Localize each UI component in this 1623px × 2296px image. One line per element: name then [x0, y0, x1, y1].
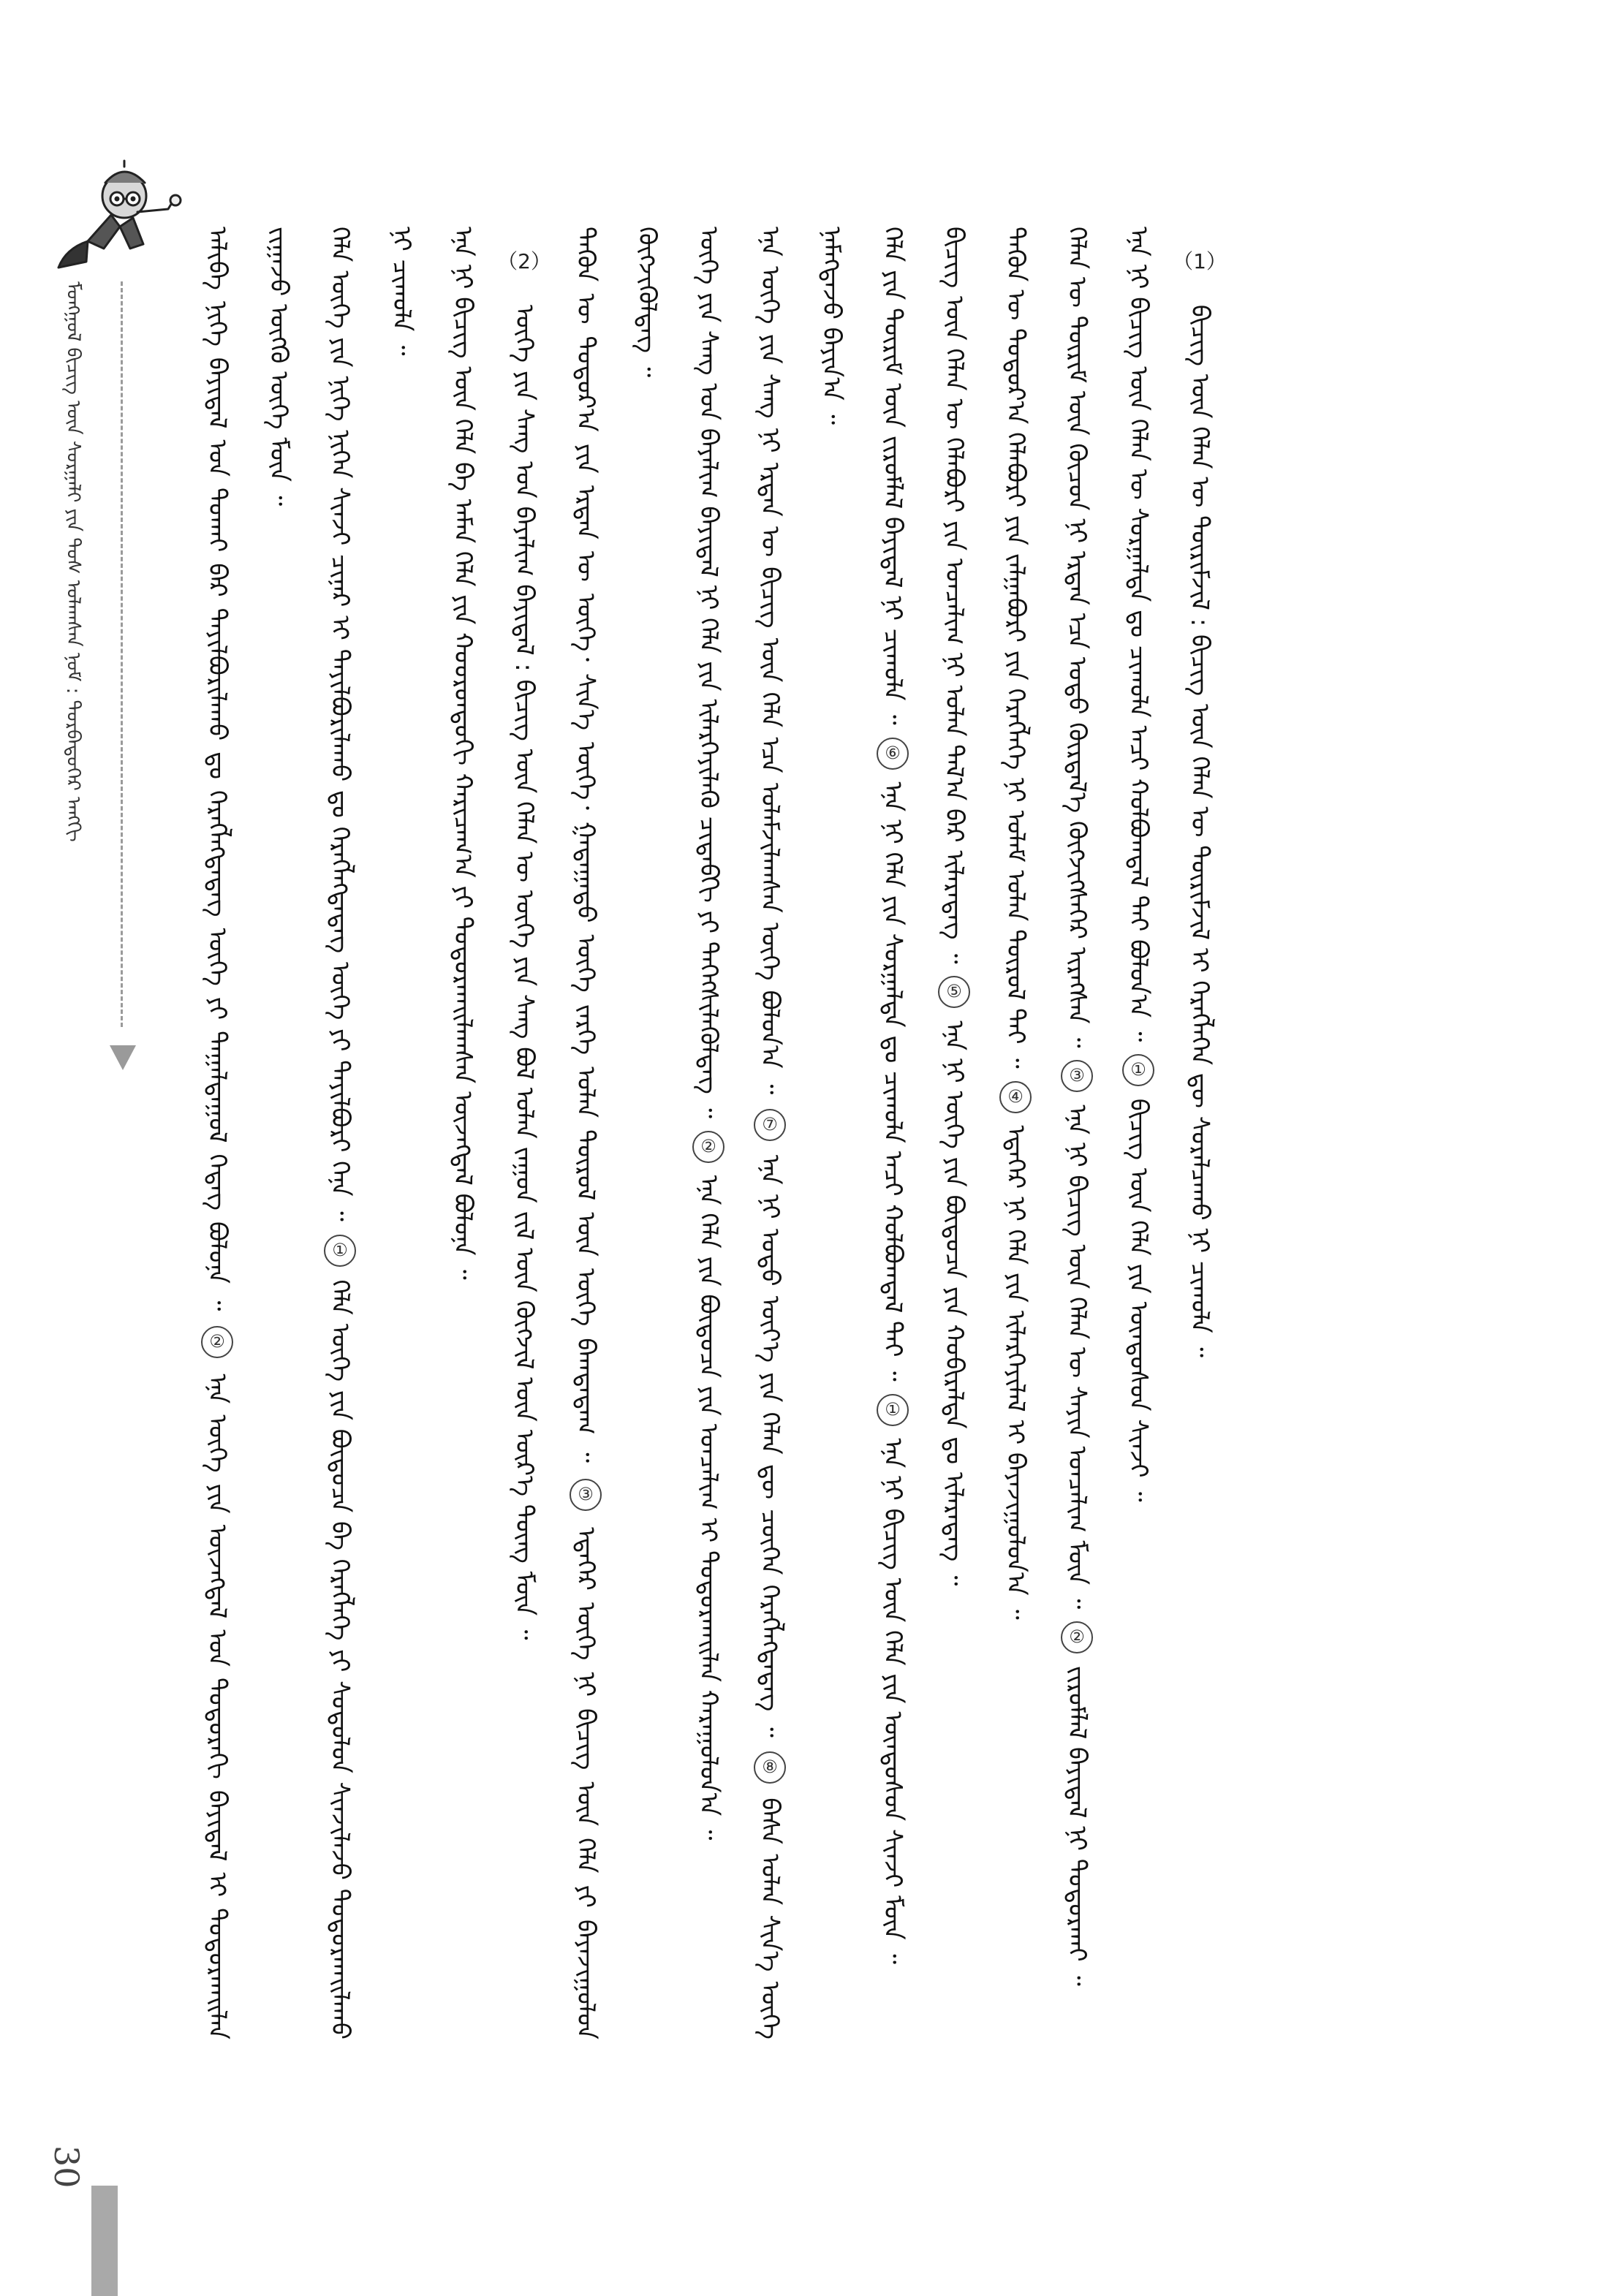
- paragraph-text: ᠡᠨᠡ ᠨᠢ ᠬᠡᠯᠡ ᠶᠢᠨ ᠰᠤᠷᠭᠠᠯᠲᠠ ᠳᠤ ᠴᠢᠬᠤᠯᠠ ᠠᠴᠢ ᠬᠣᠯᠪᠣᠭᠳᠠᠯ ᠲᠠᠶ ᠃: [878, 781, 907, 1382]
- paragraph-8: [862, 227, 923, 2039]
- footnote-marker: ①: [324, 1235, 356, 1267]
- footnote-marker: ⑤: [938, 976, 970, 1008]
- paragraph-text: ᠪᠠᠰᠠ ᠣᠯᠠᠨ ᠰᠢᠨ᠎ᠡ ᠦᠭᠡ ᠨᠡᠮᠡᠭᠳᠡᠵᠦ ᠪᠠᠶᠢᠨ᠎ᠠ ᠃: [755, 227, 846, 2039]
- paragraph-4: [493, 227, 555, 2039]
- paragraph-2: [309, 227, 432, 2039]
- paragraph-text: ᠪᠢᠴᠢᠭ ᠦᠨ ᠬᠡᠯᠡᠨ ᠦ ᠳᠦᠷᠢᠮᠵᠢᠯ : ᠪᠢᠴᠢᠭ ᠦᠨ ᠬᠡᠯᠡᠨ ᠦ ᠳᠦᠷᠢᠮᠵᠢᠯ ᠢ ᠬᠡᠷᠡᠭᠯᠡᠭᠡᠨ ᠳᠦ ᠰᠤᠷᠠᠯᠴᠠᠬᠤ ᠨᠢ ᠴᠢᠬᠤᠯᠠ ᠃: [1185, 304, 1214, 1357]
- footnote-marker: ②: [1061, 1621, 1093, 1653]
- page-edge-bar: [91, 2186, 118, 2296]
- footnote-marker: ⑧: [754, 1751, 786, 1784]
- paragraph-text: ᠦᠭᠡ ᠶᠢᠨ ᠰᠠᠩ ᠤᠨ ᠪᠠᠶᠠᠯᠢᠭ ᠪᠠᠶᠢᠳᠠᠯ ᠨᠢ ᠬᠡᠯᠡ ᠶᠢᠨ ᠢᠯᠡᠷᠬᠡᠶᠢᠯᠡᠬᠦ ᠴᠢᠳᠠᠪᠬᠢ ᠶᠢ ᠳᠡᠭᠡᠭᠰᠢᠯᠡᠭᠦᠯᠳᠡᠭ ᠃: [694, 227, 723, 1118]
- paragraph-text: ᠡᠨᠡ ᠨᠢ ᠪᠢᠴᠢᠭ ᠦᠨ ᠬᠡᠯᠡᠨ ᠦ ᠰᠠᠶᠢᠨ ᠣᠨᠴᠠᠯᠢᠭ ᠮᠥᠨ ᠃: [1062, 1105, 1092, 1610]
- paragraph-text: ᠲᠡᠭᠦᠨ ᠦ ᠳᠣᠲᠣᠷ᠎ᠠ ᠬᠡᠯᠡᠪᠦᠷᠢ ᠶᠢᠨ ᠵᠠᠯᠭᠠᠪᠤᠷᠢ ᠶᠢᠨ ᠬᠡᠷᠡᠭᠯᠡᠭᠡ ᠨᠢ ᠤᠯᠠᠮ ᠣᠯᠠᠨ ᠲᠥᠷᠥᠯ ᠲᠡᠢ ᠃: [1001, 227, 1030, 1069]
- footnote-marker: ⑦: [754, 1109, 786, 1141]
- footnote-marker: ①: [1122, 1054, 1154, 1086]
- main-text-block: [186, 227, 1356, 2039]
- paragraph-1: [186, 227, 309, 2039]
- footnote-marker: ⑥: [877, 738, 909, 770]
- footnote-marker: ③: [1061, 1060, 1093, 1092]
- footnote-marker: ①: [877, 1394, 909, 1426]
- section-number: （2）: [497, 249, 551, 273]
- paragraph-3: [432, 227, 493, 2039]
- paragraph-text: ᠡᠨᠡ ᠨᠢ ᠦᠭᠡ ᠶᠢᠨ ᠪᠦᠲᠦᠴᠡ ᠶᠢᠨ ᠬᠤᠪᠢᠷᠠᠯᠲᠠ ᠳᠤ ᠢᠯᠡᠷᠡᠳᠡᠭ ᠃: [939, 1020, 969, 1586]
- triangle-arrow-icon: [110, 1045, 136, 1070]
- header-divider: [121, 281, 123, 1027]
- paragraph-text: ᠪᠢᠴᠢᠭ ᠦᠨ ᠬᠡᠯᠡ ᠶᠢᠨ ᠦᠨᠳᠦᠰᠦᠨ ᠰᠢᠨᠵᠢ ᠃: [1124, 1098, 1153, 1502]
- paragraph-text: ᠪᠢᠴᠢᠭ ᠦᠨ ᠬᠡᠯᠡᠨ ᠦ ᠬᠡᠯᠡᠪᠦᠷᠢ ᠶᠢᠨ ᠣᠨᠴᠠᠯᠢᠭ ᠨᠢ ᠣᠯᠠᠨ ᠲᠠᠯ᠎ᠠ ᠪᠠᠷ ᠢᠯᠡᠷᠡᠳᠡᠭ ᠃: [939, 227, 969, 964]
- paragraph-text: ᠲᠡᠭᠦᠨ ᠦ ᠳᠣᠲᠣᠷ᠎ᠠ ᠶᠢᠨ ᠡᠷᠲᠡᠨ ᠦ ᠦᠭᠡ᠂ ᠰᠢᠨ᠎ᠡ ᠦᠭᠡ᠂ ᠭᠠᠳᠠᠭᠠᠳᠤ ᠦᠭᠡ ᠵᠡᠷᠭᠡ ᠣᠯᠠᠨ ᠲᠥᠷᠥᠯ ᠦᠨ ᠦᠭᠡ ᠪᠠᠭᠲᠠᠳᠠᠭ ᠃: [571, 227, 600, 1463]
- paragraph-text: ᠡᠳᠡᠭᠡᠷ ᠦᠭᠡ ᠨᠢ ᠪᠢᠴᠢᠭ ᠦᠨ ᠬᠡᠯᠡ ᠶᠢ ᠪᠠᠶᠠᠵᠢᠭᠤᠯᠤᠨ ᠬᠥᠭᠵᠢᠭᠦᠯᠳᠡᠭ ᠃: [571, 227, 662, 2039]
- paragraph-text: ᠡᠨᠡ ᠨᠢ ᠪᠢᠴᠢᠭ ᠦᠨ ᠬᠡᠯᠡᠨ ᠦ ᠰᠤᠷᠭᠠᠯᠲᠠ ᠳᠤ ᠴᠢᠬᠤᠯᠠ ᠠᠴᠢ ᠬᠣᠯᠪᠣᠭᠳᠠᠯ ᠲᠠᠶ ᠪᠣᠯᠤᠨ᠎ᠠ ᠃: [1124, 227, 1153, 1042]
- paragraph-text: ᠬᠡᠯᠡᠨ ᠦ ᠳᠦᠷᠢᠮ ᠦᠨ ᠬᠦᠴᠦᠨ ᠨᠢ ᠡᠷᠲᠡᠨ ᠡᠴᠡ ᠣᠳᠣ ᠬᠦᠷᠲᠡᠯ᠎ᠡ ᠬᠥᠭᠵᠢᠭᠰᠡᠭᠡᠷ ᠢᠷᠡᠭᠰᠡᠨ ᠃: [1062, 227, 1092, 1048]
- paragraph-text: ᠡᠨᠡ ᠦᠭᠡ ᠶᠢᠨ ᠦᠵᠡᠭᠳᠡᠯ ᠤᠨ ᠳᠣᠲᠣᠷᠠᠬᠢ ᠪᠠᠶᠢᠳᠠᠯ ᠢ ᠲᠣᠳᠣᠷᠬᠠᠢᠯᠠᠨ ᠵᠢᠭᠠᠵᠤ ᠦᠭᠬᠦ ᠦᠭᠡ ᠮᠥᠨ ᠃: [203, 227, 293, 2039]
- page-number: 30: [47, 2145, 86, 2189]
- paragraph-text: ᠡᠳᠡᠭᠡᠷ ᠨᠢ ᠬᠡᠯᠡ ᠶᠢᠨ ᠢᠯᠡᠷᠬᠡᠶᠢᠯᠡᠯ ᠢ ᠪᠠᠶᠠᠵᠢᠭᠤᠯᠤᠨ᠎ᠠ ᠃: [1001, 1125, 1030, 1620]
- paragraph-text: ᠵᠢᠷᠤᠮᠯᠠᠯ ᠪᠠᠶᠢᠳᠠᠯ ᠨᠢ ᠲᠣᠳᠣᠷᠬᠠᠢ ᠃: [1062, 1665, 1092, 1986]
- paragraph-7: [739, 227, 862, 2039]
- paragraph-12: [1108, 227, 1169, 2039]
- paragraph-6: [678, 227, 739, 2039]
- footnote-marker: ②: [201, 1326, 233, 1358]
- paragraph-text: ᠬᠡᠯᠡ ᠶᠢᠨ ᠳᠦᠷᠢᠮ ᠦᠨ ᠵᠢᠷᠤᠮᠯᠠᠯ ᠪᠠᠶᠢᠳᠠᠯ ᠨᠢ ᠴᠢᠬᠤᠯᠠ ᠃: [878, 227, 907, 725]
- paragraph-10: [985, 227, 1046, 2039]
- paragraph-13: [1169, 227, 1230, 2039]
- paragraph-text: ᠦᠭᠡ ᠶᠢᠨ ᠰᠠᠩ ᠤᠨ ᠪᠠᠶᠠᠯᠢᠭ ᠪᠠᠶᠢᠳᠠᠯ : ᠪᠢᠴᠢᠭ ᠦᠨ ᠬᠡᠯᠡᠨ ᠦ ᠦᠭᠡ ᠶᠢᠨ ᠰᠠᠩ ᠪᠣᠯ ᠣᠯᠠᠨ ᠵᠠᠭᠤᠨ ᠵᠢᠯ ᠦᠨ ᠬᠥᠭᠵᠢᠯ ᠦᠨ ᠦᠷ᠎ᠡ ᠳᠦᠩ ᠮᠥᠨ ᠃: [510, 304, 539, 1640]
- footnote-marker: ④: [999, 1081, 1032, 1113]
- footnote-marker: ②: [692, 1131, 725, 1163]
- paragraph-text: ᠬᠡᠯᠡ ᠦᠭᠡ ᠶᠢᠨ ᠨᠢᠭᠡ ᠨᠢᠭᠡᠨ ᠰᠢᠨᠵᠢ ᠴᠢᠨᠠᠷ ᠢ ᠲᠠᠶᠢᠯᠪᠤᠷᠢᠯᠠᠬᠤ ᠳᠤ ᠬᠡᠷᠡᠭᠯᠡᠭᠳᠡᠳᠡᠭ ᠦᠭᠡ ᠶᠢ ᠲᠠᠶᠢᠯᠪᠤᠷᠢ ᠭᠡᠨᠡ ᠃: [325, 227, 355, 1221]
- paragraph-text: ᠡᠨᠡ ᠨᠢ ᠪᠢᠴᠢᠭ ᠦᠨ ᠬᠡᠯᠡ ᠶᠢᠨ ᠦᠨᠳᠦᠰᠦᠨ ᠰᠢᠨᠵᠢ ᠮᠥᠨ ᠃: [878, 1438, 907, 1964]
- paragraph-9: [923, 227, 985, 2039]
- paragraph-text: ᠡᠨᠡ ᠨᠢ ᠣᠳᠣ ᠦᠶ᠎ᠡ ᠶᠢᠨ ᠬᠡᠯᠡᠨ ᠳᠦ ᠴᠥᠭᠡᠨ ᠬᠡᠷᠡᠭᠯᠡᠭᠳᠡᠳᠡᠭ ᠃: [755, 1154, 784, 1738]
- section-number: （1）: [1173, 249, 1227, 273]
- paragraph-5: [555, 227, 678, 2039]
- paragraph-text: ᠡᠨᠡ ᠦᠭᠡ ᠶᠢᠨ ᠰᠠᠩ ᠨᠢ ᠡᠷᠲᠡᠨ ᠦ ᠪᠢᠴᠢᠭ ᠦᠨ ᠬᠡᠯᠡ ᠡᠴᠡ ᠤᠯᠠᠮᠵᠢᠯᠠᠭᠰᠠᠨ ᠦᠭᠡ ᠪᠣᠯᠤᠨ᠎ᠠ ᠃: [755, 227, 784, 1095]
- paragraph-text: ᠡᠨᠡ ᠬᠡᠯᠡ ᠶᠢᠨ ᠪᠦᠲᠦᠴᠡ ᠶᠢᠨ ᠣᠨᠴᠠᠯᠢᠭ ᠢ ᠲᠣᠳᠣᠷᠬᠠᠢᠯᠠᠨ ᠬᠠᠷᠠᠭᠤᠯᠤᠨ᠎ᠠ ᠃: [694, 1175, 723, 1841]
- footnote-marker: ③: [570, 1479, 602, 1511]
- paragraph-11: [1046, 227, 1108, 2039]
- paragraph-text: ᠠᠯᠢᠪᠠ ᠨᠢᠭᠡ ᠪᠠᠶᠢᠳᠠᠯ ᠤᠨ ᠲᠤᠬᠠᠢ ᠪᠠᠷ ᠲᠠᠶᠢᠯᠪᠤᠷᠢᠯᠠᠬᠤ ᠳᠤ ᠬᠡᠷᠡᠭᠯᠡᠭᠳᠡᠳᠡᠭ ᠦᠭᠡ ᠶᠢ ᠳᠠᠭᠠᠯᠳᠠᠭᠤᠯ ᠭᠡᠳᠡᠭ ᠪᠣᠯᠤᠨᠠ ᠃: [203, 227, 232, 1311]
- paragraph-text: ᠡᠨᠡ ᠨᠢ ᠪᠢᠴᠢᠭ ᠦᠨ ᠬᠡᠯᠡ ᠪᠠ ᠠᠮᠠᠨ ᠬᠡᠯᠡ ᠶᠢᠨ ᠬᠣᠣᠷᠣᠨᠳᠤᠬᠢ ᠬᠠᠷᠢᠴᠠᠭ᠎ᠠ ᠶᠢ ᠲᠣᠳᠣᠷᠬᠠᠢᠯᠠᠭᠰᠠᠨ ᠦᠵᠡᠭᠳᠡᠯ ᠪᠣᠯᠤᠨᠠ ᠃: [448, 227, 477, 1280]
- running-title: ᠮᠣᠩᠭᠣᠯ ᠪᠢᠴᠢᠭ ᠦᠨ ᠰᠤᠷᠭᠠᠯᠢ ᠶᠢᠨ ᠲᠤᠰ ᠣᠯᠠᠭᠰᠠᠨ ᠨᠣᠮ : ᠳᠤᠷᠪᠡᠳᠦᠭᠡᠷ ᠠᠩᠭᠢ: [62, 281, 84, 842]
- mascot-illustration: [44, 139, 197, 278]
- paragraph-text: ᠬᠡᠯᠡ ᠦᠭᠡ ᠶᠢᠨ ᠪᠦᠲᠦᠴᠡ ᠪᠠ ᠬᠡᠷᠡᠭᠯᠡᠭᠡ ᠶᠢ ᠰᠤᠳᠤᠯᠤᠨ ᠰᠢᠨᠵᠢᠯᠡᠵᠦ ᠲᠣᠳᠣᠷᠬᠠᠢᠯᠠᠬᠤ ᠨᠢ ᠴᠢᠬᠤᠯᠠ ᠃: [325, 227, 416, 2039]
